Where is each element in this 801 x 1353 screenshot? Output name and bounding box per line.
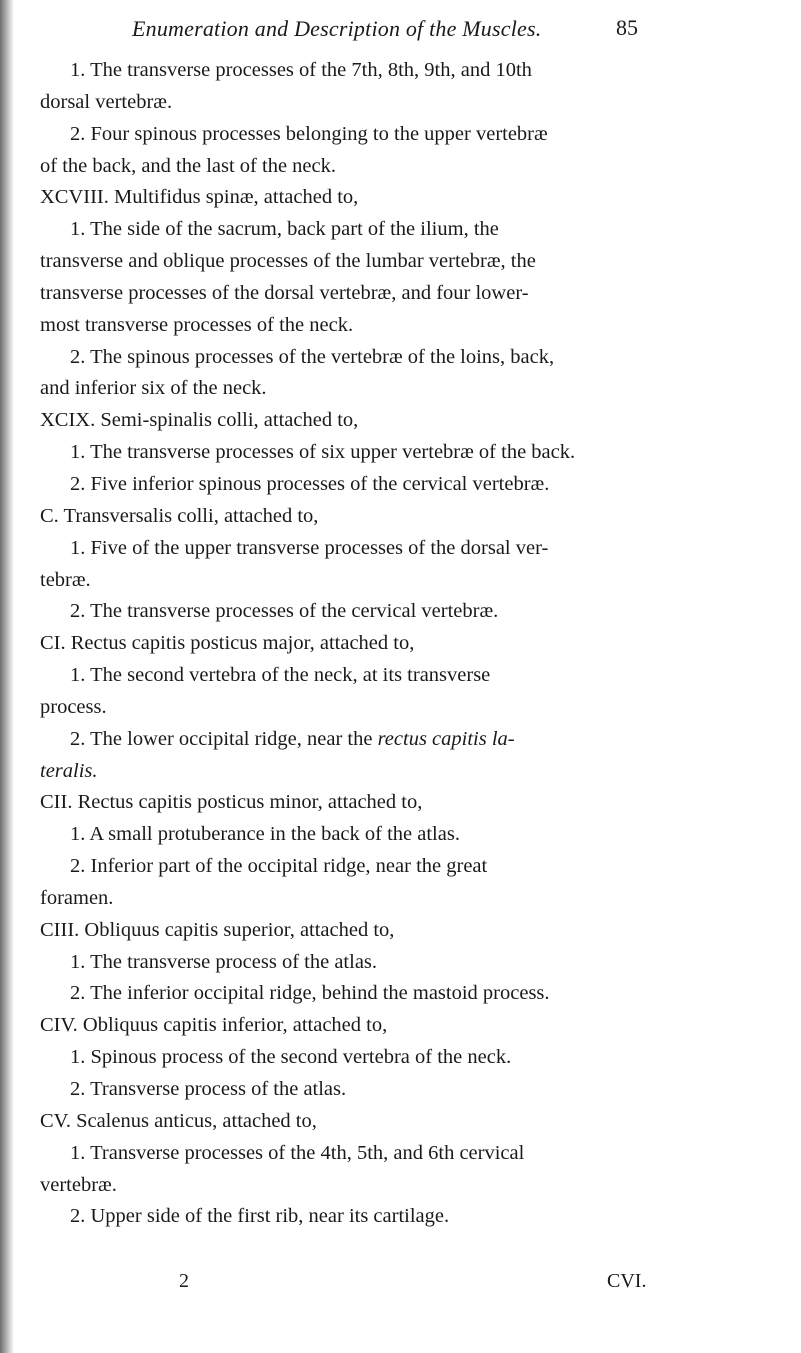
list-item: 2. Inferior part of the occipital ridge, near the great xyxy=(70,855,488,878)
list-item: 2. Four spinous processes belonging to the upper vertebræ xyxy=(70,122,548,145)
list-item: 1. The transverse processes of six upper vertebræ of the back. xyxy=(70,441,576,464)
muscle-heading: C. Transversalis colli, attached to, xyxy=(40,504,319,527)
muscle-heading: CIV. Obliquus capitis inferior, attached to, xyxy=(40,1014,388,1037)
muscle-heading: CII. Rectus capitis posticus minor, attached to, xyxy=(40,791,423,814)
list-item: 1. Spinous process of the second vertebra of the neck. xyxy=(70,1046,512,1069)
muscle-heading: CV. Scalenus anticus, attached to, xyxy=(40,1109,317,1132)
text-line: of the back, and the last of the neck. xyxy=(40,154,336,177)
text-line: foramen. xyxy=(40,886,114,909)
muscle-heading: CIII. Obliquus capitis superior, attached to, xyxy=(40,918,395,941)
text-line: transverse processes of the dorsal vertebræ, and four lower- xyxy=(40,281,529,304)
list-item: 1. Transverse processes of the 4th, 5th, and 6th cervical xyxy=(70,1141,525,1164)
text-line: most transverse processes of the neck. xyxy=(40,313,354,336)
list-item: 2. Five inferior spinous processes of the cervical vertebræ. xyxy=(70,472,550,495)
list-item: 2. The spinous processes of the vertebræ of the loins, back, xyxy=(70,345,555,368)
list-item: 1. The transverse process of the atlas. xyxy=(70,950,378,973)
page-number: 85 xyxy=(616,15,638,40)
list-item: 2. The inferior occipital ridge, behind the mastoid process. xyxy=(70,982,550,1005)
catchword: CVI. xyxy=(607,1270,647,1292)
text-line: teralis. xyxy=(40,759,98,782)
list-item: 1. A small protuberance in the back of the atlas. xyxy=(70,823,460,846)
text-line: vertebræ. xyxy=(40,1173,117,1196)
page-header xyxy=(40,14,760,48)
list-item: 2. Upper side of the first rib, near its cartilage. xyxy=(70,1205,450,1228)
text-line: dorsal vertebræ. xyxy=(40,90,173,113)
muscle-heading: XCVIII. Multifidus spinæ, attached to, xyxy=(40,186,359,209)
page-footer xyxy=(40,1270,760,1300)
body-text xyxy=(40,55,760,1233)
muscle-heading: CI. Rectus capitis posticus major, attached to, xyxy=(40,632,415,655)
list-item xyxy=(40,724,760,756)
italic-term: rectus capitis la- xyxy=(377,727,515,750)
list-item: 1. The transverse processes of the 7th, 8th, 9th, and 10th xyxy=(70,59,532,81)
list-item: 2. Transverse process of the atlas. xyxy=(70,1078,347,1100)
text-line: tebræ. xyxy=(40,568,91,591)
text-line: and inferior six of the neck. xyxy=(40,377,267,400)
list-item-text: 2. The lower occipital ridge, near the xyxy=(70,727,373,750)
signature-mark: 2 xyxy=(179,1270,189,1292)
running-title: Enumeration and Description of the Muscles. xyxy=(132,16,542,41)
text-line: transverse and oblique processes of the lumbar vertebræ, the xyxy=(40,250,536,273)
text-line: process. xyxy=(40,695,107,718)
page-binding-shadow xyxy=(0,0,14,1353)
list-item: 1. The second vertebra of the neck, at its transverse xyxy=(70,664,491,687)
list-item: 1. The side of the sacrum, back part of the ilium, the xyxy=(70,218,499,241)
list-item: 1. Five of the upper transverse processes of the dorsal ver- xyxy=(70,536,549,559)
list-item: 2. The transverse processes of the cervical vertebræ. xyxy=(70,600,499,623)
muscle-heading: XCIX. Semi-spinalis colli, attached to, xyxy=(40,409,359,432)
